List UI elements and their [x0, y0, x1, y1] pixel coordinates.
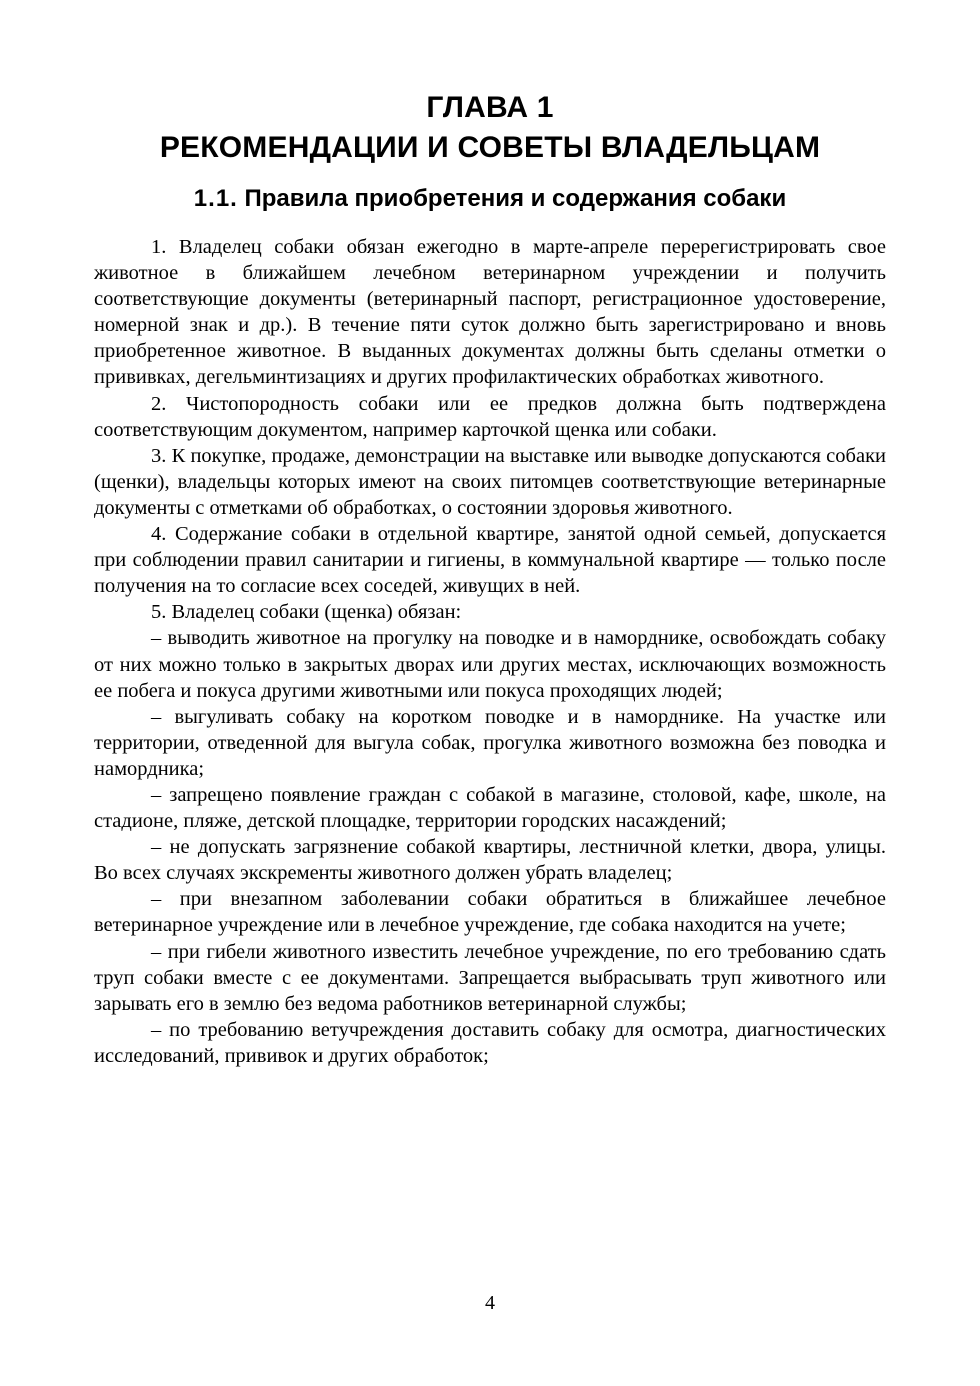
chapter-title: РЕКОМЕНДАЦИИ И СОВЕТЫ ВЛАДЕЛЬЦАМ — [159, 131, 821, 164]
list-item: – запрещено появление граждан с собакой в магазине, столовой, кафе, школе, на стадионе, пляже, детской площадке, территории городских насаждений; — [94, 783, 886, 833]
list-item: – по требованию ветучреждения доставить собаку для осмотра, диагностических исследований, прививок и других обработок; — [94, 1018, 886, 1067]
section-title: Правила приобретения и содержания собаки — [244, 185, 787, 212]
paragraph: 3. К покупке, продаже, демонстрации на выставке или выводке допускаются собаки (щенки), владельцы которых имеют на своих питомцев соответствующие ветеринарные документы с отметками об обработках, о состоянии здоровья животного. — [94, 444, 886, 519]
section-heading — [0, 182, 980, 216]
chapter-heading — [0, 88, 980, 168]
page-number: 4 — [485, 1292, 495, 1314]
list-item: – выводить животное на прогулку на поводке и в наморднике, освобождать собаку от них можно только в закрытых дворах или других местах, исключающих возможность ее побега и покуса другими животными или покуса проходящих людей; — [94, 627, 886, 702]
list-item: – при внезапном заболевании собаки обратиться в ближайшее лечебное ветеринарное учреждение или в лечебное учреждение, где собака находится на учете; — [94, 888, 886, 937]
paragraph: 1. Владелец собаки обязан ежегодно в марте-апреле перерегистрировать свое животное в ближайшем лечебном ветеринарном учреждении и получить соответствующие документы (ветеринарный паспорт, регистрационное удостоверение, номерной знак и др.). В течение пяти суток должно быть зарегистрировано и вновь приобретенное животное. В выданных документах должны быть сделаны отметки о прививках, дегельминтизациях и других профилактических обработках животного. — [94, 236, 886, 389]
body-text — [94, 234, 886, 1069]
paragraph: 2. Чистопородность собаки или ее предков должна быть подтверждена соответствующим документом, например карточкой щенка или собаки. — [94, 392, 886, 441]
paragraph: 5. Владелец собаки (щенка) обязан: — [151, 601, 462, 624]
list-item: – не допускать загрязнение собакой квартиры, лестничной клетки, двора, улицы. Во всех случаях экскременты животного должен убрать владелец; — [94, 836, 886, 885]
list-item: – при гибели животного известить лечебное учреждение, по его требованию сдать труп собаки вместе с ее документами. Запрещается выбрасывать труп животного или зарывать его в землю без ведома работников ветеринарной службы; — [94, 940, 886, 1015]
list-item: – выгуливать собаку на коротком поводке и в наморднике. На участке или территории, отведенной для выгула собак, прогулка животного возможна без поводка и намордника; — [94, 705, 886, 780]
chapter-number: ГЛАВА 1 — [426, 91, 554, 124]
section-number: 1.1. — [193, 185, 238, 212]
paragraph: 4. Содержание собаки в отдельной квартире, занятой одной семьей, допускается при соблюдении правил санитарии и гигиены, в коммунальной квартире — только после получения на то согласие всех соседей, живущих в ней. — [94, 523, 886, 598]
